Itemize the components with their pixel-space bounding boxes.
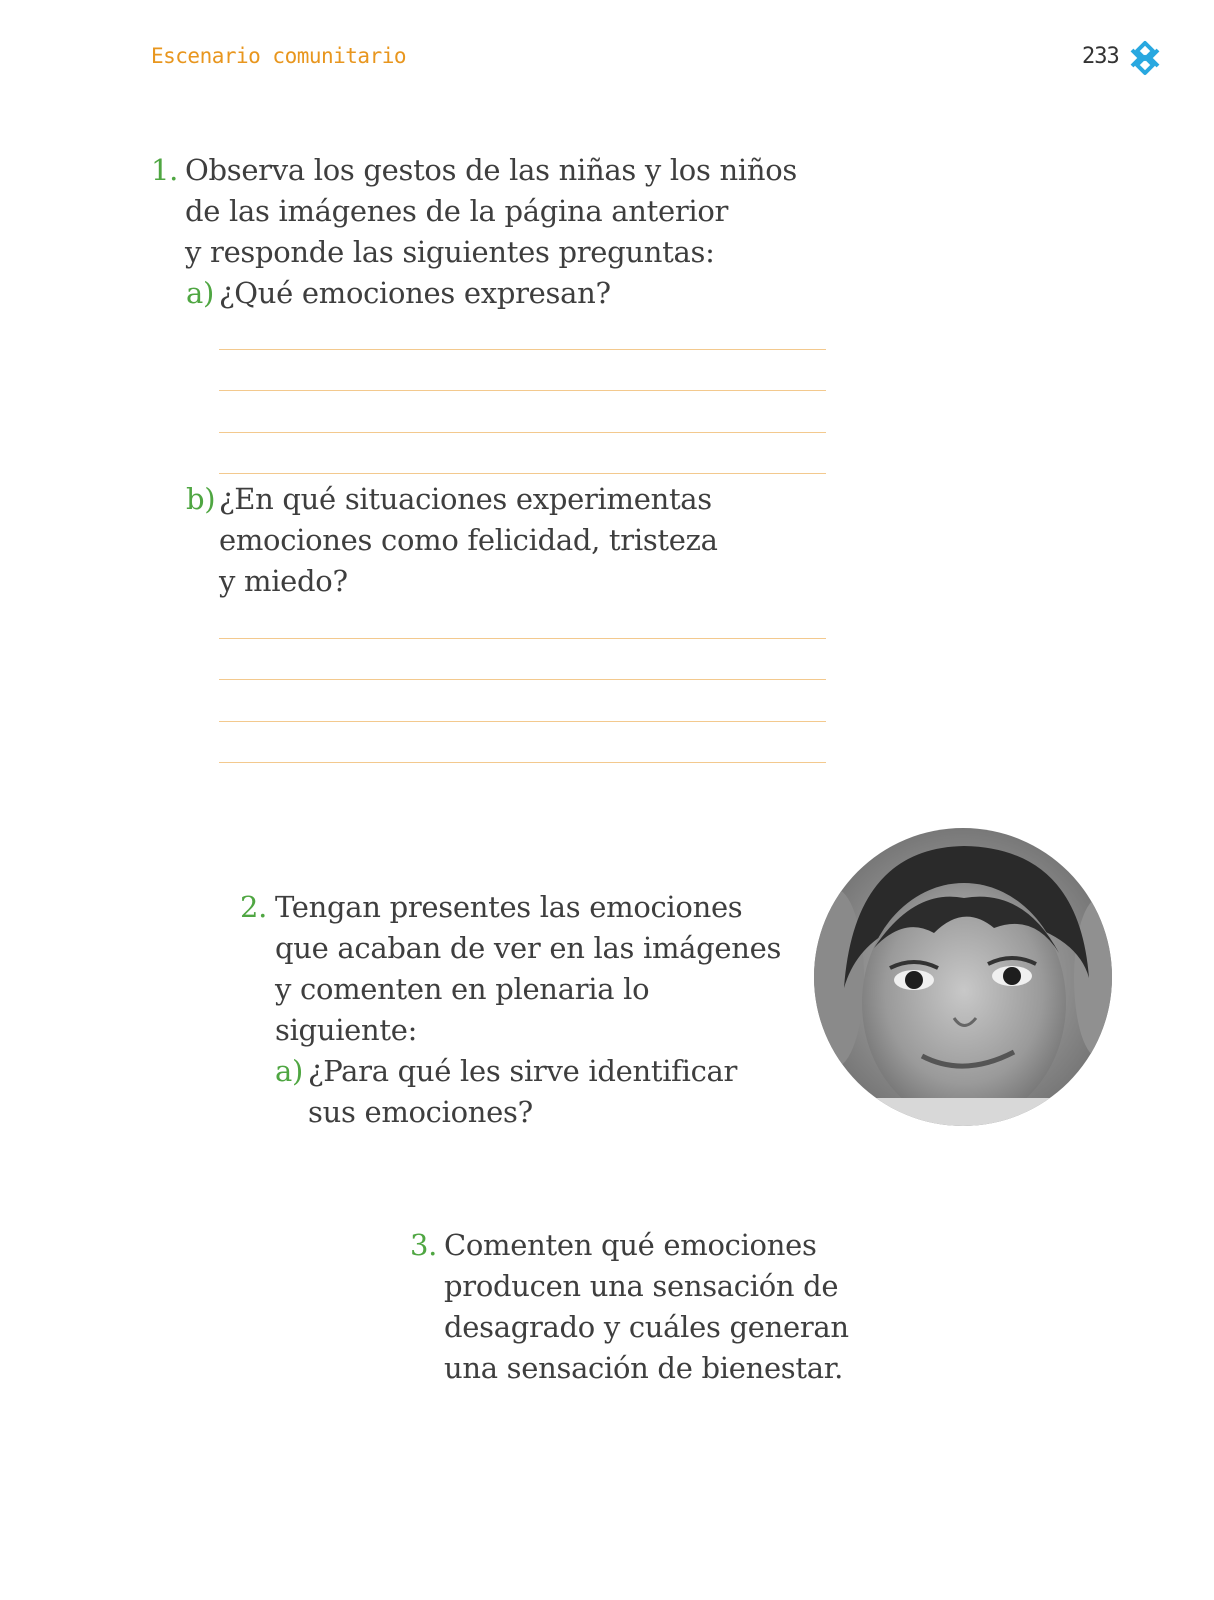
question-2-line: y comenten en plenaria lo (275, 972, 650, 1006)
question-3-line: producen una sensación de (444, 1269, 839, 1303)
question-2a-label: a) (275, 1054, 304, 1088)
question-1a-line: ¿Qué emociones expresan? (219, 276, 611, 310)
question-3-line: desagrado y cuáles generan (444, 1310, 849, 1344)
question-1a-label: a) (186, 276, 215, 310)
section-label: Escenario comunitario (151, 44, 407, 68)
question-1b-line: y miedo? (219, 564, 348, 598)
question-1-line: Observa los gestos de las niñas y los niños (185, 153, 797, 187)
question-3-number: 3. (410, 1228, 438, 1262)
knot-emblem-icon (1128, 40, 1162, 76)
question-2-number: 2. (240, 890, 268, 924)
answer-line[interactable] (219, 638, 826, 639)
answer-line[interactable] (219, 762, 826, 763)
question-1-line: y responde las siguientes preguntas: (185, 235, 715, 269)
question-2-line: Tengan presentes las emociones (275, 890, 743, 924)
answer-line[interactable] (219, 679, 826, 680)
question-1-number: 1. (151, 153, 179, 187)
question-2-line: siguiente: (275, 1013, 418, 1047)
question-2-line: que acaban de ver en las imágenes (275, 931, 782, 965)
answer-line[interactable] (219, 473, 826, 474)
answer-line[interactable] (219, 390, 826, 391)
child-portrait-photo (814, 828, 1112, 1126)
question-1b-line: emociones como felicidad, tristeza (219, 523, 718, 557)
answer-line[interactable] (219, 432, 826, 433)
question-1-line: de las imágenes de la página anterior (185, 194, 729, 228)
question-1b-line: ¿En qué situaciones experimentas (219, 482, 712, 516)
question-3-line: una sensación de bienestar. (444, 1351, 844, 1385)
answer-line[interactable] (219, 349, 826, 350)
question-2a-line: ¿Para qué les sirve identificar (308, 1054, 738, 1088)
page-number: 233 (1082, 44, 1119, 69)
answer-line[interactable] (219, 721, 826, 722)
question-3-line: Comenten qué emociones (444, 1228, 817, 1262)
question-2a-line: sus emociones? (308, 1095, 533, 1129)
question-1b-label: b) (186, 482, 216, 516)
